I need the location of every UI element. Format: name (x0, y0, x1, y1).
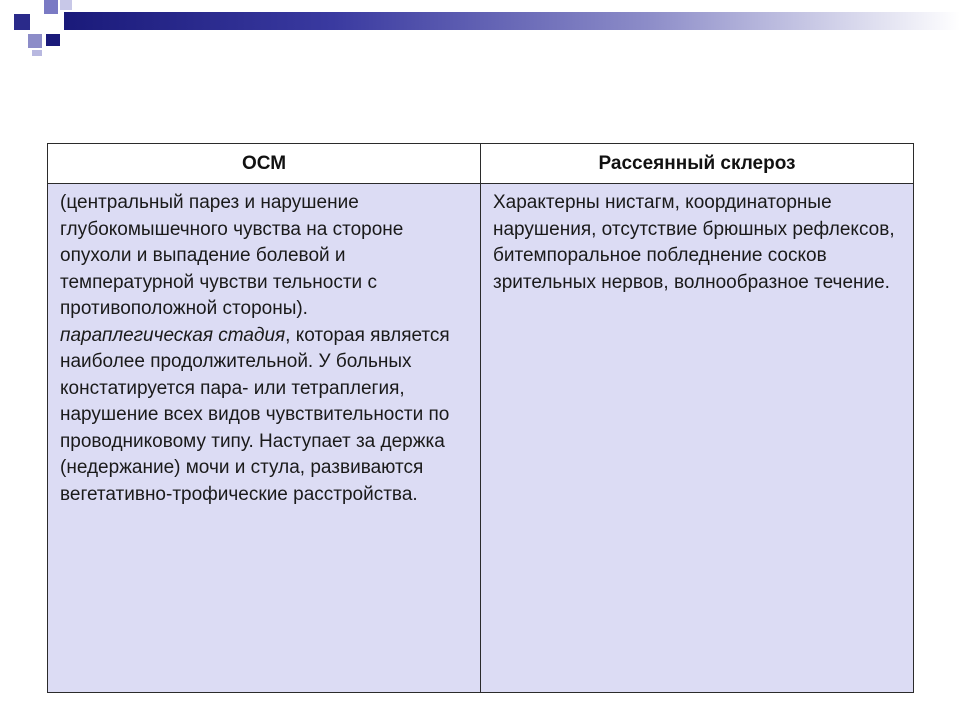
table-header-row (48, 144, 914, 184)
cell-ms-description (481, 184, 914, 693)
decor-square (44, 0, 58, 14)
comparison-table (47, 143, 914, 693)
header-gradient-bar (64, 12, 960, 30)
header-multiple-sclerosis: Рассеянный склероз (481, 144, 914, 184)
decor-square (46, 34, 60, 46)
header-osm: ОСМ (48, 144, 481, 184)
cell-osm-description (48, 184, 481, 693)
ms-text: Характерны нистагм, координаторные нарушения, отсутствие брюшных рефлексов, битемпоральное побледнение сосков зрительных нервов, волнообразное течение. (493, 192, 895, 293)
osm-italic-term: параплегическая стадия (60, 324, 286, 346)
decor-square (32, 50, 42, 56)
decor-square (14, 14, 30, 30)
osm-intro-text: (центральный парез и нарушение глубокомышечного чувства на стороне опухоли и выпадение болевой и температурной чувстви тельности с противоположной стороны). (60, 192, 404, 319)
osm-rest-text: , которая является наиболее продолжительной. У больных констатируется пара- или тетраплегия, нарушение всех видов чувствительности по проводниковому типу. Наступает за держка (недержание) мочи и стула, развиваются вегетативно-трофические расстройства. (60, 324, 450, 505)
decor-square (60, 0, 72, 10)
table-row (48, 184, 914, 693)
decor-square (28, 34, 42, 48)
